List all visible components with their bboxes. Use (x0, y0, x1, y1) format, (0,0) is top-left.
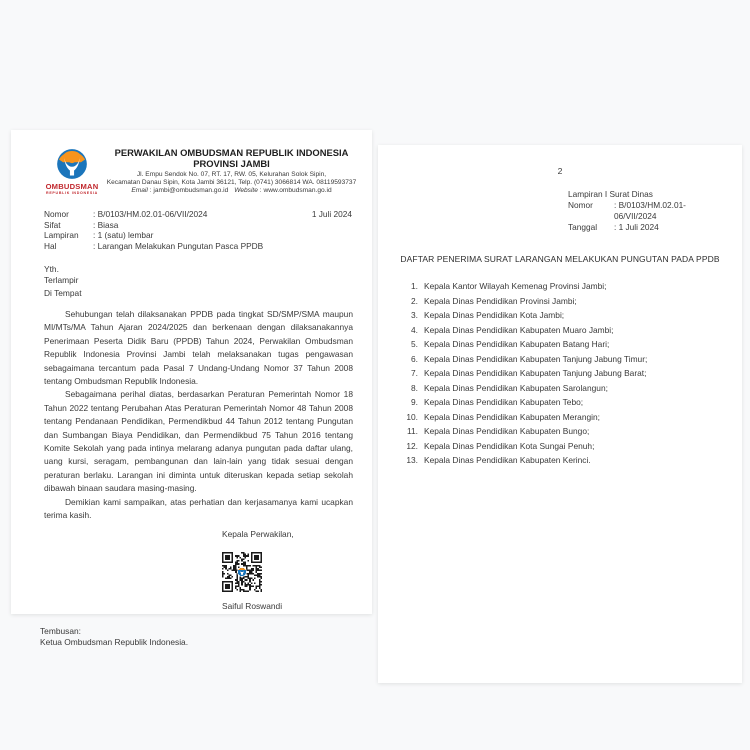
meta-value: : B/0103/HM.02.01-06/VII/2024 (93, 209, 208, 219)
lampiran-row (568, 200, 728, 222)
list-item-text: Kepala Dinas Pendidikan Kota Jambi; (424, 310, 565, 320)
meta-value: : Biasa (93, 219, 119, 230)
recipient-list-item (394, 337, 722, 352)
recipient-list-item (394, 395, 722, 410)
lampiran-row (568, 222, 728, 233)
recipient-list-item (394, 439, 722, 454)
body-paragraph: Sebagaimana perihal diatas, berdasarkan Peraturan Pemerintah Nomor 18 Tahun 2022 tentang Perubahan Atas Peraturan Pemerintah Nomor 48 Tahun 2008 tentang Pendanaan Pendidikan, Permendikbud 44 Tahun 2012 tentang Pungutan dan Sumbangan Biaya Pendidikan, dan Permendikbud 75 Tahun 2016 tentang Komite Sekolah yang pada intinya melarang adanya pungutan pada daftar ulang, uang kursi, seragam, pembangunan dan lain-lain yang tidak sesuai dengan peraturan berlaku. Larangan ini diminta untuk diteruskan kepada setiap sekolah dibawah binaan saudara masing-masing. (44, 389, 353, 494)
list-item-text: Kepala Dinas Pendidikan Kabupaten Sarolangun; (424, 382, 608, 393)
meta-row (44, 220, 352, 231)
letter-date: 1 Juli 2024 (311, 209, 352, 219)
meta-value: : Larangan Melakukan Pungutan Pasca PPDB (93, 240, 264, 251)
org-address-line1: Jl. Empu Sendok No. 07, RT. 17, RW. 05, Kelurahan Solok Sipin, (136, 171, 327, 178)
meta-label: Lampiran (44, 230, 79, 241)
meta-label: Sifat (44, 219, 61, 230)
list-item-text: Kepala Dinas Pendidikan Kabupaten Bungo; (424, 426, 590, 436)
list-item-number: 9. (411, 397, 418, 407)
lampiran-title: Lampiran I Surat Dinas (568, 189, 653, 199)
cc-block (40, 626, 352, 647)
signature-block (222, 529, 372, 611)
signatory-name: Saiful Roswandi (222, 601, 283, 612)
list-item-text: Kepala Dinas Pendidikan Kabupaten Tebo; (424, 397, 584, 407)
org-address-line2: Kecamatan Danau Sipin, Kota Jambi 36121, Telp. (0741) 3066814 WA. 08119593737 (106, 179, 357, 186)
letterhead (11, 130, 372, 196)
recipient-list-item (394, 352, 722, 367)
recipient-list-item (394, 294, 722, 309)
email-label: Email (131, 187, 148, 194)
lampiran-rows (568, 200, 728, 233)
list-item-number: 7. (411, 368, 418, 378)
body-paragraph: Demikian kami sampaikan, atas perhatian dan kerjasamanya kami ucapkan terima kasih. (44, 496, 353, 520)
recipient-line: Yth. (44, 264, 59, 275)
list-item-text: Kepala Dinas Pendidikan Kabupaten Merangin; (424, 411, 600, 422)
list-item-text: Kepala Kantor Wilayah Kemenag Provinsi Jambi; (424, 281, 607, 291)
list-item-number: 8. (411, 382, 418, 393)
lampiran-label: Nomor (568, 200, 593, 210)
recipient-line: Di Tempat (44, 288, 82, 299)
list-item-number: 1. (411, 281, 418, 291)
list-item-text: Kepala Dinas Pendidikan Kabupaten Muaro Jambi; (424, 324, 614, 335)
recipient-list-item (394, 366, 722, 381)
meta-row (44, 241, 352, 252)
recipient-list-item (394, 424, 722, 439)
qr-code-icon (222, 552, 262, 592)
recipient-list (394, 279, 722, 468)
logo-sub-text: REPUBLIK INDONESIA (46, 191, 98, 195)
letter-body (44, 308, 353, 523)
list-item-number: 10. (406, 411, 418, 422)
lampiran-value: : B/0103/HM.02.01-06/VII/2024 (614, 200, 686, 221)
list-item-number: 5. (411, 339, 418, 349)
recipient-list-item (394, 323, 722, 338)
website-value: : www.ombudsman.go.id (259, 187, 332, 194)
email-value: : jambi@ombudsman.go.id (149, 187, 229, 194)
list-item-text: Kepala Dinas Pendidikan Kabupaten Kerinci. (424, 455, 591, 465)
recipient-list-item (394, 453, 722, 468)
recipient-list-item (394, 381, 722, 396)
list-item-text: Kepala Dinas Pendidikan Kabupaten Tanjung Jabung Barat; (424, 368, 647, 378)
list-item-number: 11. (406, 426, 418, 436)
letterhead-text (105, 143, 358, 196)
org-name-line2: PROVINSI JAMBI (193, 158, 270, 169)
page-number: 2 (557, 166, 563, 176)
list-item-number: 2. (411, 295, 418, 306)
list-item-number: 13. (406, 455, 418, 465)
letter-page-1 (11, 130, 372, 647)
list-item-number: 6. (411, 353, 418, 364)
list-item-text: Kepala Dinas Pendidikan Kabupaten Batang Hari; (424, 339, 610, 349)
signatory-title: Kepala Perwakilan, (222, 529, 294, 540)
org-contact-line (105, 187, 358, 195)
cc-label: Tembusan: (40, 626, 81, 637)
attachment-list-title: DAFTAR PENERIMA SURAT LARANGAN MELAKUKAN PUNGUTAN PADA PPDB (400, 254, 720, 264)
list-item-text: Kepala Dinas Pendidikan Provinsi Jambi; (424, 295, 577, 306)
qr-code (222, 552, 262, 592)
recipient-list-item (394, 410, 722, 425)
ombudsman-logo (39, 143, 105, 196)
body-paragraph: Sehubungan telah dilaksanakan PPDB pada tingkat SD/SMP/SMA maupun MI/MTs/MA Tahun Ajaran 2024/2025 dan berkenaan dengan dilaksanakannya Penerimaan Peserta Didik Baru (PPDB) Tahun 2024, Perwakilan Ombudsman Republik Indonesia Provinsi Jambi telah melaksanakan tugas pengawasan sebagaimana tercantum pada Pasal 7 Undang-Undang Nomor 37 Tahun 2008 tentang Ombudsman Republik Indonesia. (44, 308, 353, 386)
meta-value: : 1 (satu) lembar (93, 230, 154, 241)
meta-label: Nomor (44, 209, 69, 219)
meta-row (44, 209, 352, 220)
lampiran-label: Tanggal (568, 222, 598, 232)
recipient-line: Terlampir (44, 274, 79, 285)
list-item-text: Kepala Dinas Pendidikan Kabupaten Tanjung Jabung Timur; (424, 353, 648, 364)
org-name-line1: PERWAKILAN OMBUDSMAN REPUBLIK INDONESIA (114, 147, 349, 158)
letter-meta-rows (44, 209, 352, 251)
recipient-list-item (394, 279, 722, 294)
letter-page-2 (378, 145, 742, 683)
recipient-list-item (394, 308, 722, 323)
lampiran-value: : 1 Juli 2024 (614, 222, 659, 232)
cc-value: Ketua Ombudsman Republik Indonesia. (40, 636, 189, 647)
list-item-text: Kepala Dinas Pendidikan Kota Sungai Penuh; (424, 440, 595, 451)
ombudsman-logo-icon (54, 146, 90, 182)
recipient-block (44, 264, 352, 299)
meta-row (44, 230, 352, 241)
list-item-number: 12. (406, 440, 418, 451)
website-label: Website (234, 187, 258, 194)
list-item-number: 4. (411, 324, 418, 335)
lampiran-block (568, 189, 728, 233)
list-item-number: 3. (411, 310, 418, 320)
logo-brand-text: OMBUDSMAN (45, 182, 99, 191)
letter-meta (44, 209, 352, 251)
meta-label: Hal (44, 240, 57, 251)
